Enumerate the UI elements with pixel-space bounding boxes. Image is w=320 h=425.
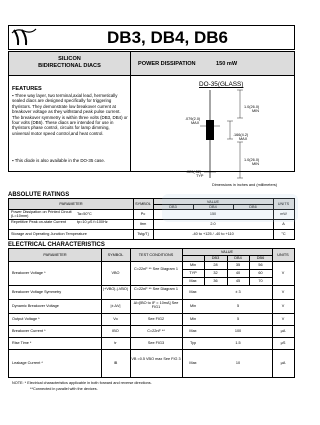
table-cell: Breakover Voltage * [12, 271, 46, 275]
table-cell: VB =0.5 VBO max See FIG 3 [131, 357, 181, 361]
dim-body-length [233, 133, 248, 142]
column-header: UNITS [277, 202, 290, 206]
table-cell: Leakage Current * [12, 361, 43, 365]
dim-value: 1.0(26.0) [244, 105, 260, 109]
table-cell: mW [280, 212, 287, 216]
table-cell: 100 [234, 329, 242, 333]
column-header: DB6 [249, 204, 257, 209]
dim-value: .020(.52) [186, 170, 202, 174]
silicon-label: SILICON [58, 56, 81, 62]
table-cell: V [281, 317, 285, 321]
column-header: SYMBOL [135, 202, 151, 206]
ratings-title: ABSOLUTE RATINGS [8, 192, 70, 198]
table-cell: C=22nF ** See Diagram 1 [133, 287, 178, 291]
table-cell: See FIG3 [147, 341, 165, 345]
feature-item: ▪ This diode is also available in the DO-35 case. [12, 158, 105, 163]
table-cell: ± 3 [235, 290, 241, 294]
table-cell: 40 [235, 271, 241, 275]
column-header: VALUE [206, 199, 220, 204]
table-cell: Typ [189, 341, 197, 345]
table-cell: μS [280, 341, 286, 345]
table-cell: TYP [189, 271, 197, 275]
dim-qualifier: MIN [252, 109, 259, 114]
table-cell: V [281, 271, 285, 275]
table-cell: |± ΔV| [110, 304, 121, 308]
table-cell: Pc [140, 212, 146, 216]
table-cell: Max [189, 279, 197, 283]
watermark-graphic [160, 188, 300, 228]
electrical-title: ELECTRICAL CHARACTERISTICS [8, 242, 105, 248]
table-cell: |+VBO|-|-VBO| [103, 287, 128, 291]
table-cell: 32 [213, 271, 218, 275]
dim-lead-diameter [186, 170, 203, 179]
table-cell: Max [189, 361, 197, 365]
table-cell: See FIG2 [147, 317, 165, 321]
column-header: DB3 [169, 204, 177, 209]
table-cell: 150 [209, 212, 217, 216]
table-cell: 36 [213, 279, 218, 283]
table-cell: 70 [258, 279, 263, 283]
dimensions-note: Dimensions in inches and (millimeters) [212, 183, 277, 187]
dim-lead-length-bottom [244, 158, 259, 167]
dim-value: .079(2.0) [185, 117, 201, 121]
table-cell: μA [280, 361, 286, 365]
column-header: SYMBOL [107, 253, 124, 257]
column-header: TEST CONDITIONS [138, 253, 174, 257]
footnote: NOTE: * Electrical characteristics applicable in both forward and reverse directions. [12, 381, 152, 385]
table-cell: 60 [258, 271, 263, 275]
table-cell: tp=10 μS f=100Hz [77, 220, 108, 224]
table-cell: Power Dissipation on Printed Circuit (L=10mm) [11, 210, 72, 219]
table-cell: Max [189, 290, 197, 294]
table-cell: Itrm [139, 222, 147, 226]
table-cell: C=22nF ** See Diagram 1 [133, 267, 178, 271]
table-cell: 28 [213, 263, 218, 267]
table-cell: V [281, 304, 285, 308]
table-cell: Min [189, 263, 197, 267]
dim-value: .166(4.2) [233, 133, 249, 137]
power-dissipation-value: 150 mW [216, 61, 238, 67]
device-type-box [8, 51, 131, 76]
table-cell: 45 [235, 279, 241, 283]
features-title: FEATURES [12, 86, 42, 92]
dim-value: 1.0(26.0) [244, 158, 260, 162]
electrical-table [8, 248, 295, 378]
package-title: DO-35(GLASS) [199, 81, 244, 88]
table-cell: VBO [111, 271, 120, 275]
table-cell: Vo [113, 317, 118, 321]
table-cell: Repetitive Peak on-state Current [11, 220, 67, 224]
column-header: DB3 [211, 256, 220, 260]
table-cell: 2.0 [210, 222, 216, 226]
table-cell: Rise Time * [12, 341, 32, 345]
feature-item: ▪ Three way layer, two terminal,axial lead, hermetically sealed diacs are designed specifically for triggering thyristors. They demonstrate low breakover current at breakover voltage as they withstand peak pulse current. The breakover symmetry is within three volts (DB3, DB4) or four volts (DB6). These diacs are intended for use in thyristors phase control, circuits for lamp dimming, universal motor speed control,and heat control. [12, 93, 128, 136]
table-cell: V [281, 290, 285, 294]
column-header: VALUE [220, 250, 234, 254]
dim-qualifier: TYP [196, 174, 204, 179]
table-cell: 5 [236, 304, 240, 308]
table-cell: Storage and Operating Junction Temperature [11, 232, 87, 236]
table-cell: 5 [236, 317, 240, 321]
table-cell: °C [281, 232, 286, 236]
table-cell: IB [113, 361, 118, 365]
table-cell: Min [189, 304, 197, 308]
dim-qualifier: MIN [252, 162, 259, 167]
company-logo-icon [11, 27, 37, 47]
column-header: DB4 [234, 256, 242, 260]
dim-qualifier: MAX [191, 121, 200, 126]
table-cell: tr [114, 341, 117, 345]
table-cell: Breakover Voltage Symmetry [12, 290, 62, 294]
column-header: PARAMETER [59, 202, 83, 206]
column-header: DB6 [256, 256, 265, 260]
info-divider [130, 51, 131, 172]
table-cell: 1.5 [235, 341, 241, 345]
column-header: UNITS [277, 253, 289, 257]
table-cell: Output Voltage * [12, 317, 40, 321]
table-cell: 10 [235, 361, 241, 365]
table-cell: Tstg/Tj [137, 232, 149, 236]
dim-qualifier: MAX [239, 137, 248, 142]
table-cell: μA [280, 329, 286, 333]
table-cell: 56 [258, 263, 263, 267]
table-cell: IBO [112, 329, 119, 333]
table-cell: Max [189, 329, 197, 333]
dim-body-diameter [185, 117, 200, 126]
table-cell: Δl=[lBO to IF = 10mA] See FIG1 [133, 301, 179, 310]
table-cell: Dynamic Breakover Voltage [12, 304, 59, 308]
column-header: DB4 [209, 204, 217, 209]
dim-lead-length-top [244, 105, 259, 114]
table-cell: A [282, 222, 285, 226]
footnote: **Connected in parallel with the devices. [30, 387, 98, 391]
table-cell: 35 [235, 263, 241, 267]
table-cell: -40 to +125 / -40 to +110 [192, 232, 234, 236]
table-cell: Ta=50°C [77, 212, 92, 216]
package-outline-drawing [140, 88, 290, 184]
column-header: PARAMETER [43, 253, 67, 257]
table-cell: Breakover Current * [12, 329, 46, 333]
table-cell: Min [189, 317, 197, 321]
diacs-label: BIDIRECTIONAL DIACS [38, 63, 101, 69]
page-title: DB3, DB4, DB6 [107, 28, 228, 47]
table-cell: C=22nF ** [147, 329, 165, 333]
power-dissipation-label: POWER DISSIPATION [138, 61, 196, 67]
